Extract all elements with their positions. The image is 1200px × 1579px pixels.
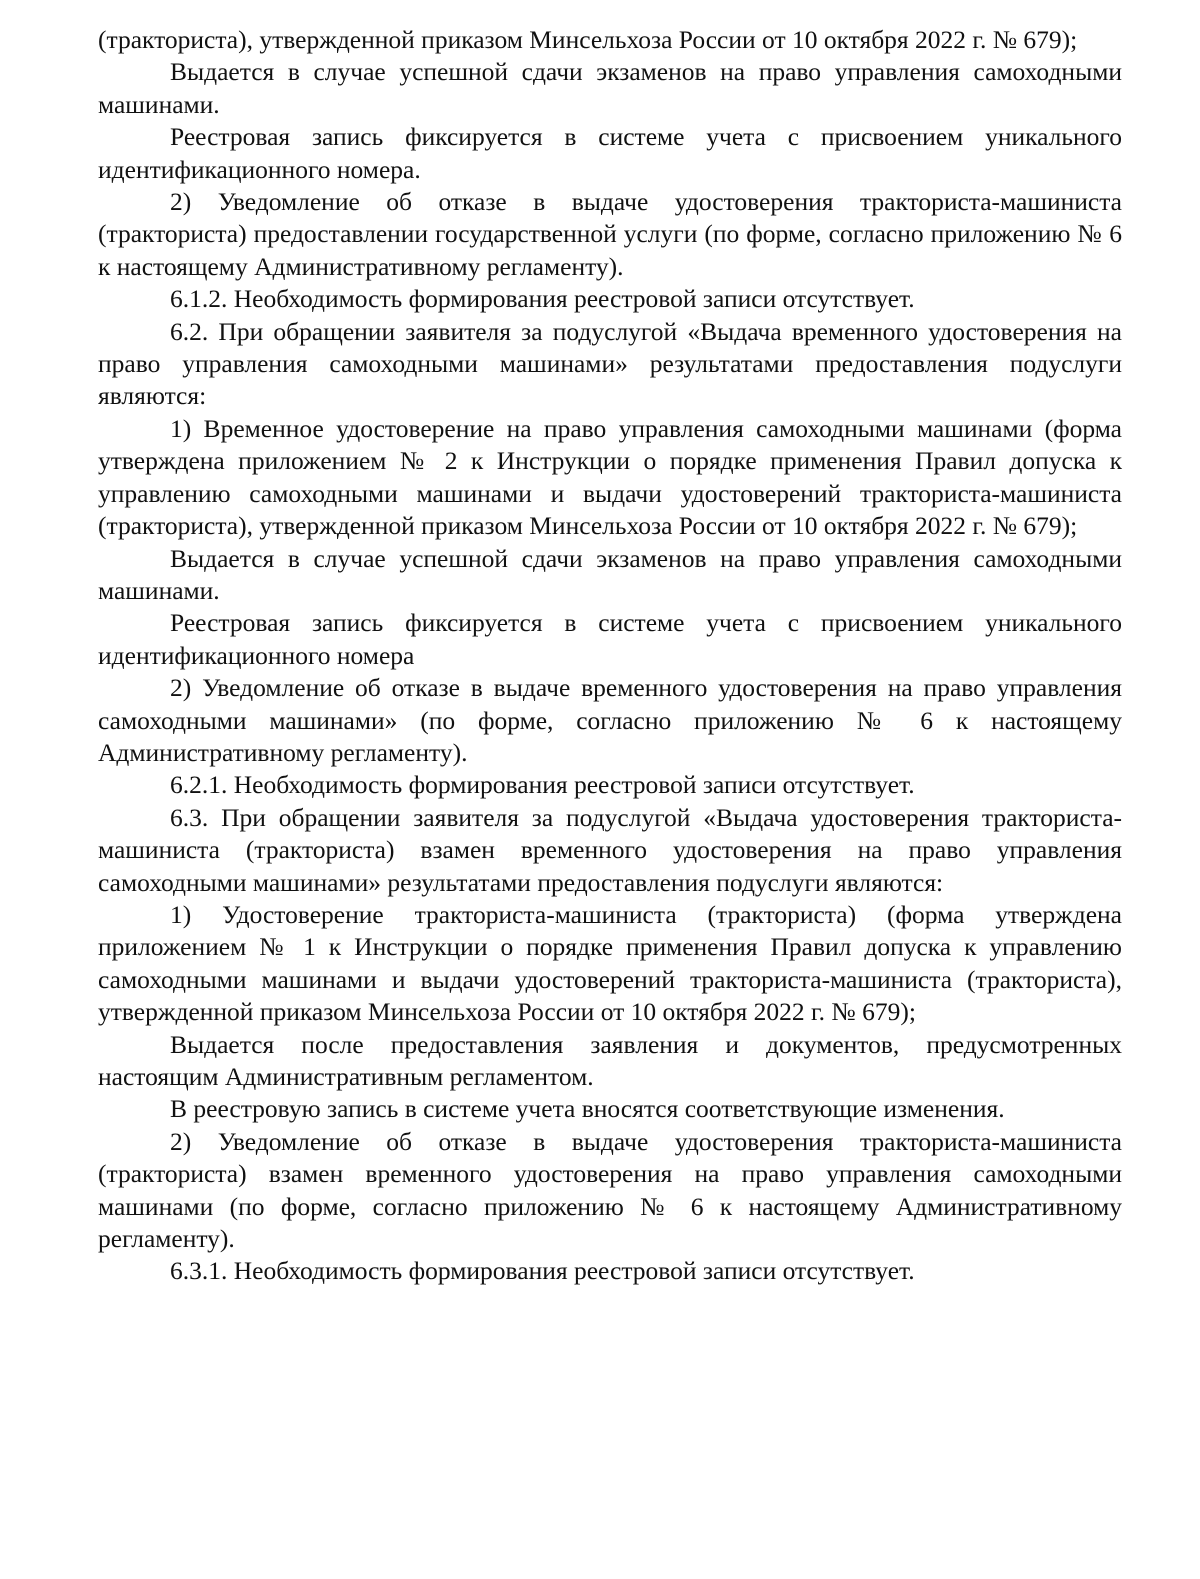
paragraph: Выдается в случае успешной сдачи экзаменов на право управления самоходными машинами. <box>98 543 1122 605</box>
paragraph-clause-6-2-1: 6.2.1. Необходимость формирования реестровой записи отсутствует. <box>170 770 915 800</box>
paragraph: В реестровую запись в системе учета вносятся соответствующие изменения. <box>170 1094 1005 1124</box>
paragraph-clause-6-2: 6.2. При обращении заявителя за подуслугой «Выдача временного удостоверения на право управления самоходными машинами» результатами предоставления подуслуги являются: <box>98 316 1122 411</box>
paragraph: Выдается после предоставления заявления и документов, предусмотренных настоящим Административным регламентом. <box>98 1029 1122 1091</box>
paragraph-continuation: (тракториста), утвержденной приказом Минсельхоза России от 10 октября 2022 г. № 679); <box>98 25 1078 54</box>
paragraph-clause-6-3-1: 6.3.1. Необходимость формирования реестровой записи отсутствует. <box>170 1256 915 1286</box>
paragraph: 1) Временное удостоверение на право управления самоходными машинами (форма утверждена приложением № 2 к Инструкции о порядке применения Правил допуска к управлению самоходными машинами и выдачи удостоверений тракториста-машиниста (тракториста), утвержденной приказом Минсельхоза России от 10 октября 2022 г. № 679); <box>98 413 1122 541</box>
paragraph: Реестровая запись фиксируется в системе учета с присвоением уникального идентификационного номера. <box>98 122 1122 184</box>
paragraph: 2) Уведомление об отказе в выдаче удостоверения тракториста-машиниста (тракториста) взамен временного удостоверения на право управления самоходными машинами (по форме, согласно приложению № 6 к настоящему Административному регламенту). <box>98 1126 1122 1254</box>
paragraph-clause-6-1-2: 6.1.2. Необходимость формирования реестровой записи отсутствует. <box>170 284 915 314</box>
paragraph: Реестровая запись фиксируется в системе учета с присвоением уникального идентификационного номера <box>98 608 1122 670</box>
paragraph: 1) Удостоверение тракториста-машиниста (тракториста) (форма утверждена приложением № 1 к Инструкции о порядке применения Правил допуска к управлению самоходными машинами и выдачи удостоверений тракториста-машиниста (тракториста), утвержденной приказом Минсельхоза России от 10 октября 2022 г. № 679); <box>98 899 1122 1027</box>
paragraph: 2) Уведомление об отказе в выдаче удостоверения тракториста-машиниста (тракториста) предоставлении государственной услуги (по форме, согласно приложению № 6 к настоящему Административному регламенту). <box>98 187 1122 281</box>
paragraph: Выдается в случае успешной сдачи экзаменов на право управления самоходными машинами. <box>98 57 1122 119</box>
paragraph: 2) Уведомление об отказе в выдаче временного удостоверения на право управления самоходными машинами» (по форме, согласно приложению № 6 к настоящему Административному регламенту). <box>98 673 1122 767</box>
paragraph-clause-6-3: 6.3. При обращении заявителя за подуслугой «Выдача удостоверения тракториста-машиниста (тракториста) взамен временного удостоверения на право управления самоходными машинами» результатами предоставления подуслуги являются: <box>98 802 1122 897</box>
document-page <box>98 24 1122 1288</box>
